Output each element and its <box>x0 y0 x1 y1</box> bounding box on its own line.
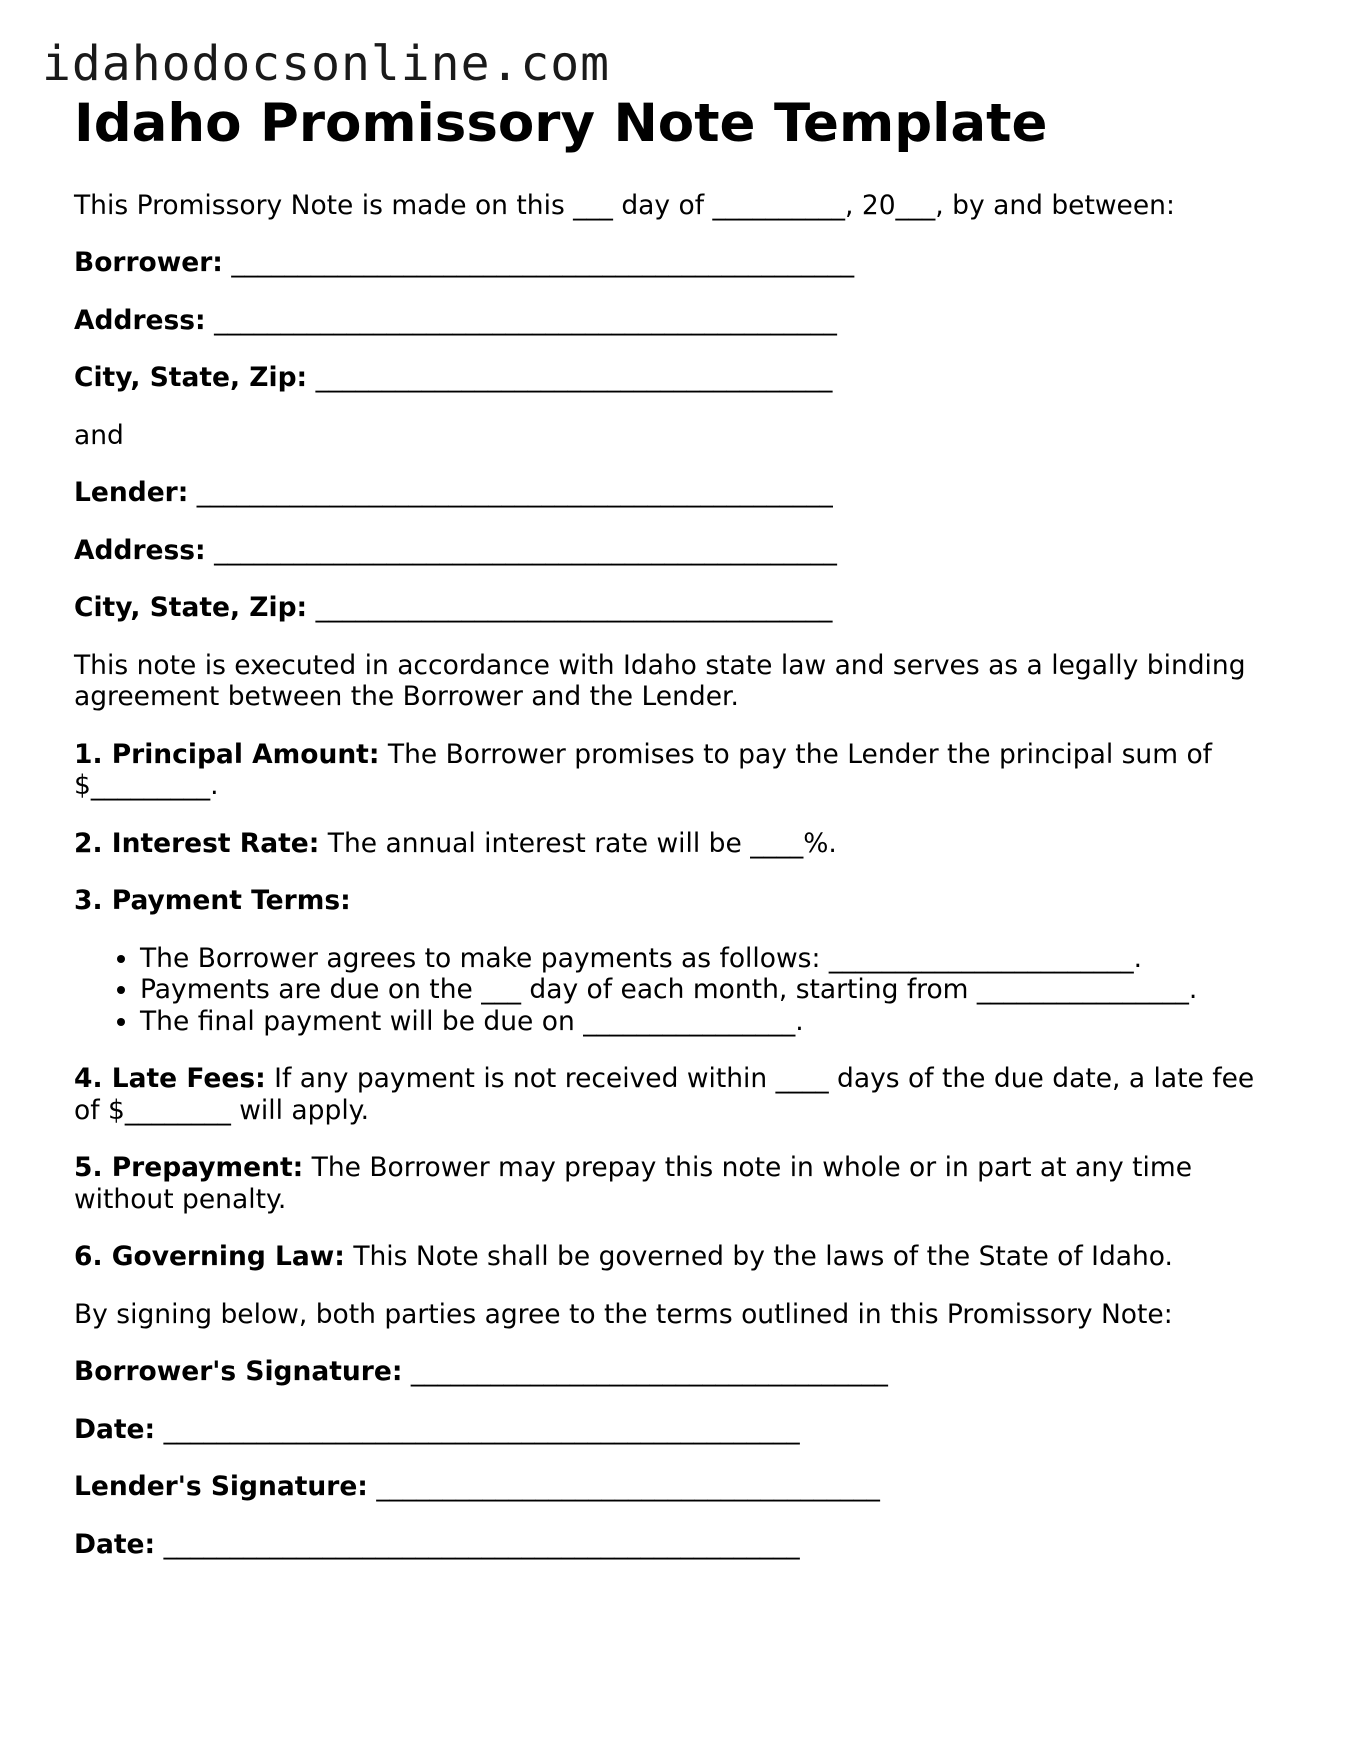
lender-date-label: Date: <box>74 1528 156 1560</box>
borrower-address-label: Address: <box>74 304 206 336</box>
agreement-text: By signing below, both parties agree to the terms outlined in this Promissory Note: <box>74 1298 1173 1330</box>
list-item: • The Borrower agrees to make payments as follows: _______________________. <box>140 943 1274 975</box>
lender-date-field <box>74 1529 1274 1561</box>
borrower-date-field <box>74 1414 1274 1446</box>
and-text: and <box>74 419 124 451</box>
page-title: Idaho Promissory Note Template <box>74 93 1048 154</box>
principal-heading: 1. Principal Amount: <box>74 738 380 770</box>
section-interest <box>74 828 1274 860</box>
borrower-name-field <box>74 247 1274 279</box>
lender-address-blank[interactable]: _______________________________________________ <box>214 534 837 566</box>
section-prepayment <box>74 1152 1274 1215</box>
section-payment <box>74 885 1274 917</box>
borrower-city-field <box>74 362 1274 394</box>
borrower-signature-field <box>74 1356 1274 1388</box>
list-item: • Payments are due on the ___ day of each month, starting from ________________. <box>140 974 1274 1006</box>
borrower-city-label: City, State, Zip: <box>74 362 308 394</box>
prepayment-heading: 5. Prepayment: <box>74 1152 304 1184</box>
section-governing-law <box>74 1241 1274 1273</box>
lender-city-blank[interactable]: _______________________________________ <box>315 592 833 624</box>
borrower-date-blank[interactable]: ________________________________________________ <box>163 1413 800 1445</box>
execution-text: This note is executed in accordance with Idaho state law and serves as a legally binding agreement between the Borrower and the Lender. <box>74 649 1246 713</box>
site-watermark: idahodocsonline.com <box>42 36 611 92</box>
lender-name-field <box>74 477 1274 509</box>
late-fees-text: If any payment is not received within ____ days of the due date, a late fee of $________ will apply. <box>74 1063 1255 1126</box>
lender-name-blank[interactable]: ________________________________________________ <box>196 477 833 509</box>
borrower-name-label: Borrower: <box>74 247 223 279</box>
borrower-signature-label: Borrower's Signature: <box>74 1356 403 1388</box>
borrower-name-blank[interactable]: _______________________________________________ <box>231 247 855 279</box>
section-principal <box>74 739 1274 802</box>
lender-date-blank[interactable]: ________________________________________________ <box>163 1528 800 1560</box>
lender-address-label: Address: <box>74 534 206 566</box>
principal-text: The Borrower promises to pay the Lender the principal sum of $_________. <box>74 738 1213 802</box>
prepayment-text: The Borrower may prepay this note in whole or in part at any time without penalty. <box>74 1152 1192 1215</box>
intro-text: This Promissory Note is made on this ___ day of __________, 20___, by and between: <box>74 189 1175 221</box>
lender-signature-blank[interactable]: ______________________________________ <box>376 1471 880 1503</box>
lender-signature-field <box>74 1471 1274 1503</box>
late-fees-heading: 4. Late Fees: <box>74 1063 266 1095</box>
borrower-city-blank[interactable]: _______________________________________ <box>315 362 833 394</box>
lender-address-field <box>74 535 1274 567</box>
borrower-date-label: Date: <box>74 1413 156 1445</box>
lender-name-label: Lender: <box>74 477 189 509</box>
governing-law-heading: 6. Governing Law: <box>74 1241 345 1273</box>
interest-heading: 2. Interest Rate: <box>74 827 320 859</box>
section-late-fees <box>74 1063 1274 1126</box>
payment-heading: 3. Payment Terms: <box>74 885 351 917</box>
lender-city-label: City, State, Zip: <box>74 592 308 624</box>
borrower-address-field <box>74 305 1274 337</box>
interest-text: The annual interest rate will be ____%. <box>327 827 837 859</box>
list-item: • The final payment will be due on ________________. <box>140 1006 1274 1038</box>
lender-city-field <box>74 592 1274 624</box>
payment-terms-list <box>74 943 1274 1038</box>
lender-signature-label: Lender's Signature: <box>74 1471 368 1503</box>
document-body <box>74 92 1274 1586</box>
borrower-address-blank[interactable]: _______________________________________________ <box>214 304 837 336</box>
borrower-signature-blank[interactable]: ____________________________________ <box>410 1356 888 1388</box>
governing-law-text: This Note shall be governed by the laws of the State of Idaho. <box>353 1241 1173 1273</box>
